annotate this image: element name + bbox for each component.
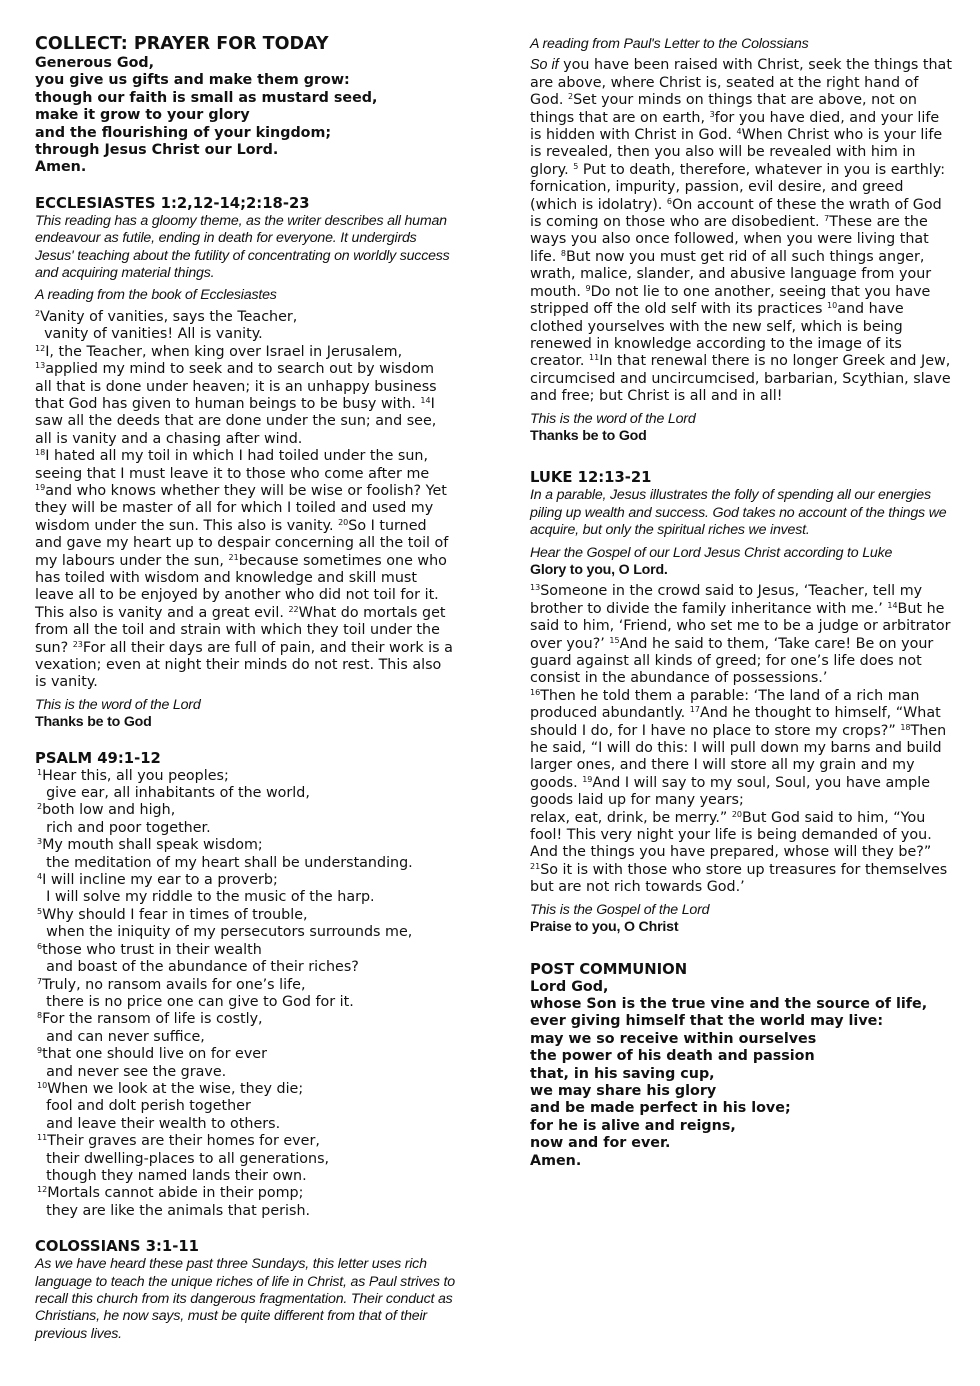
verse-number: 10 <box>827 301 838 311</box>
colossians-reading-section <box>530 36 955 445</box>
verse-line <box>37 1098 455 1115</box>
verse-number: 7 <box>37 976 43 986</box>
verse-number: 23 <box>72 639 83 649</box>
verse-line <box>37 924 455 941</box>
verse-text: And I will say to my soul, Soul, you have ample goods laid up for many years; <box>530 774 931 809</box>
verse-line <box>37 889 455 906</box>
verse-text: When we look at the wise, they die; <box>47 1080 304 1097</box>
verse-text: For all their days are full of pain, and their work is a vexation; even at night their minds do not rest. This also is vanity. <box>35 639 453 691</box>
verse-number: 13 <box>35 361 46 371</box>
ecclesiastes-response: Thanks be to God <box>35 714 152 731</box>
verse-text: Their graves are their homes for ever, <box>47 1133 320 1150</box>
verse-number: 15 <box>609 635 620 645</box>
verse-text: Someone in the crowd said to Jesus, ‘Teacher, tell my brother to divide the family inheritance with me.’ <box>530 583 923 617</box>
verse-line <box>37 1133 455 1150</box>
verse-text: Do not lie to one another, seeing that you have stripped off the old self with its practices <box>530 283 931 318</box>
verse-number: 20 <box>338 517 349 527</box>
verse-text: the meditation of my heart shall be understanding. <box>37 854 413 871</box>
verse-text: and leave their wealth to others. <box>37 1115 281 1132</box>
verse-text: Truly, no ransom avails for one’s life, <box>42 976 306 993</box>
prayer-line: Amen. <box>35 159 87 176</box>
verse-line <box>37 855 455 872</box>
prayer-line: may we so receive within ourselves <box>530 1030 817 1047</box>
verse-text: Set your minds on things that are above, not on things that are on earth, <box>530 92 917 126</box>
verse-text: When Christ who is your life is revealed, then you also will be revealed with him in glory. <box>530 127 943 178</box>
verse-text: These are the ways you also once followed, when you were living that life. <box>530 214 929 265</box>
verse-number: 12 <box>35 343 46 353</box>
luke-reading-label: Hear the Gospel of our Lord Jesus Christ according to Luke <box>530 544 893 561</box>
verse-text: and boast of the abundance of their riches? <box>37 959 359 976</box>
verse-number: 3 <box>709 109 715 119</box>
ecclesiastes-section <box>35 195 455 732</box>
verse-text: I, the Teacher, when king over Israel in Jerusalem, <box>45 343 403 360</box>
verse-number: 20 <box>731 809 742 819</box>
verse-number: 13 <box>530 583 541 593</box>
verse-line <box>37 1185 455 1202</box>
verse-text: give ear, all inhabitants of the world, <box>37 785 310 802</box>
prayer-line: you give us gifts and make them grow: <box>35 72 350 89</box>
colossians-response: Thanks be to God <box>530 427 647 444</box>
verse-text: I saw all the deeds that are done under the sun; and see, all is vanity and a chasing after wind. <box>35 395 437 447</box>
verse-text: there is no price one can give to God for it. <box>37 993 354 1010</box>
collect-section <box>35 34 455 177</box>
verse-text: you have been raised with Christ, seek the things that are above, where Christ is, seated at the right hand of God. <box>530 57 952 109</box>
verse-number: 22 <box>288 604 299 614</box>
verse-text: I hated all my toil in which I had toiled under the sun, seeing that I must leave it to those who come after me <box>35 448 430 482</box>
luke-heading: LUKE 12:13-21 <box>530 469 652 487</box>
verse-number: 12 <box>37 1185 48 1195</box>
verse-text: rich and poor together. <box>37 819 211 836</box>
prayer-line: now and for ever. <box>530 1135 671 1152</box>
verse-line <box>37 1046 455 1063</box>
prayer-line: ever giving himself that the world may live: <box>530 1013 884 1030</box>
verse-text: relax, eat, drink, be merry.” <box>530 809 732 826</box>
verse-number: 21 <box>228 552 239 562</box>
verse-text: Why should I fear in times of trouble, <box>42 906 308 923</box>
ecclesiastes-verse-lines <box>35 309 455 361</box>
verse-line <box>37 959 455 976</box>
verse-text: What do mortals get from all the toil and strain with which they toil under the sun? <box>35 604 446 656</box>
luke-prose-3 <box>530 810 955 897</box>
colossians-intro: As we have heard these past three Sundays, this letter uses rich language to teach the unique riches of life in Christ, as Paul strives to recall this church from its dangerous fragmentation. Their conduct as Christians, he now says, must be quite different from that of their previous lives. <box>35 1256 455 1342</box>
verse-text: when the iniquity of my persecutors surrounds me, <box>37 924 413 941</box>
ecclesiastes-reading-label: A reading from the book of Ecclesiastes <box>35 287 277 304</box>
verse-text: Put to death, therefore, whatever in you is earthly: fornication, impurity, passion, evil desire, and greed (which is idolatry). <box>530 161 946 213</box>
verse-number: 4 <box>736 127 742 137</box>
verse-text: Mortals cannot abide in their pomp; <box>47 1185 304 1202</box>
ecclesiastes-intro: This reading has a gloomy theme, as the writer describes all human endeavour as futile, ending in death for everyone. It undergirds Jesus' teaching about the futility of concentrating on worldly success and acquiring material things. <box>35 212 450 282</box>
collect-prayer <box>35 55 455 177</box>
verse-text: On account of these the wrath of God is coming on those who are disobedient. <box>530 196 942 231</box>
verse-line <box>37 1029 455 1046</box>
verse-number: 9 <box>585 283 591 293</box>
verse-number: 17 <box>689 705 700 715</box>
verse-line <box>37 768 455 785</box>
prayer-line: we may share his glory <box>530 1082 717 1099</box>
verse-number: 2 <box>35 308 41 318</box>
colossians-heading: COLOSSIANS 3:1-11 <box>35 1238 199 1256</box>
verse-text: they are like the animals that perish. <box>37 1202 311 1219</box>
verse-text: their dwelling-places to all generations, <box>37 1150 330 1167</box>
verse-text: though they named lands their own. <box>37 1167 307 1184</box>
luke-section <box>530 469 955 936</box>
prayer-line: whose Son is the true vine and the source of life, <box>530 995 928 1012</box>
verse-line <box>37 1011 455 1028</box>
verse-text: and never see the grave. <box>37 1063 227 1080</box>
post-communion-section <box>530 961 955 1170</box>
colossians-opening: So if <box>530 57 559 74</box>
verse-line <box>37 994 455 1011</box>
verse-text: But God said to him, “You fool! This very night your life is being demanded of you. And the things you have prepared, whose will they be?” <box>530 809 932 861</box>
verse-text: and have clothed yourselves with the new self, which is being renewed in knowledge according to the image of its creator. <box>530 301 904 370</box>
prayer-line: and be made perfect in his love; <box>530 1100 791 1117</box>
prayer-line: and the flourishing of your kingdom; <box>35 124 332 141</box>
colossians-intro-section <box>35 1238 455 1343</box>
verse-text: But now you must get rid of all such things anger, wrath, malice, slander, and abusive language from your mouth. <box>530 248 932 300</box>
luke-reading-response: Glory to you, O Lord. <box>530 561 668 578</box>
luke-prose-2 <box>530 688 955 810</box>
verse-line <box>37 1116 455 1133</box>
verse-line <box>37 1151 455 1168</box>
colossians-verses <box>530 57 952 404</box>
colossians-response-label: This is the word of the Lord <box>530 410 696 427</box>
verse-text: fool and dolt perish together <box>37 1098 251 1115</box>
verse-number: 2 <box>37 802 43 812</box>
ecclesiastes-prose <box>35 361 455 448</box>
verse-line <box>37 1081 455 1098</box>
left-column <box>35 34 455 1343</box>
psalm-section <box>35 750 455 1221</box>
verse-text: In that renewal there is no longer Greek and Jew, circumcised and uncircumcised, barbarian, Scythian, slave and free; but Christ is all and in all! <box>530 353 951 405</box>
ecclesiastes-prose-2 <box>35 448 455 692</box>
psalm-heading: PSALM 49:1-12 <box>35 749 161 767</box>
verse-number: 8 <box>560 248 566 258</box>
collect-heading: COLLECT: PRAYER FOR TODAY <box>35 34 329 54</box>
right-column <box>530 36 955 1170</box>
post-communion-prayer <box>530 979 955 1170</box>
verse-number: 2 <box>568 92 574 102</box>
verse-number: 11 <box>37 1133 48 1143</box>
verse-text: those who trust in their wealth <box>42 941 262 958</box>
verse-number: 19 <box>582 774 593 784</box>
verse-number: 11 <box>589 353 600 363</box>
verse-line <box>37 907 455 924</box>
verse-text: So I turned and gave my heart up to despair concerning all the toil of my labours under the sun, <box>35 517 449 569</box>
verse-number: 14 <box>420 395 431 405</box>
luke-response: Praise to you, O Christ <box>530 919 679 936</box>
verse-line <box>37 802 455 819</box>
verse-text: applied my mind to seek and to search out by wisdom all that is done under heaven; it is an unhappy business that God has given to human beings to be busy with. <box>35 361 437 412</box>
colossians-prose <box>530 57 955 405</box>
verse-line <box>35 344 455 361</box>
verse-number: 5 <box>37 906 43 916</box>
verse-text: So it is with those who store up treasures for themselves but are not rich towards God.’ <box>530 861 948 896</box>
verse-number: 6 <box>666 196 672 206</box>
prayer-line: the power of his death and passion <box>530 1048 815 1065</box>
verse-number: 4 <box>37 872 43 882</box>
psalm-lines <box>37 768 455 1221</box>
verse-number: 18 <box>900 722 911 732</box>
verse-number: 19 <box>35 482 46 492</box>
prayer-line: Amen. <box>530 1152 582 1169</box>
prayer-line: Lord God, <box>530 978 609 995</box>
verse-text: My mouth shall speak wisdom; <box>42 837 263 854</box>
ecclesiastes-response-label: This is the word of the Lord <box>35 696 201 713</box>
luke-intro: In a parable, Jesus illustrates the folly of spending all our energies piling up wealth and success. God takes no account of the things we acquire, but only the spiritual riches we invest. <box>530 487 947 539</box>
verse-number: 9 <box>37 1046 43 1056</box>
verse-line <box>37 837 455 854</box>
verse-line <box>37 1168 455 1185</box>
verse-line <box>37 1064 455 1081</box>
verse-number: 3 <box>37 837 43 847</box>
verse-text: Hear this, all you peoples; <box>42 767 229 784</box>
verse-number: 16 <box>530 687 541 697</box>
verse-number: 1 <box>37 767 43 777</box>
verse-text: And he said to them, ‘Take care! Be on your guard against all kinds of greed; for one’s life does not consist in the abundance of possessions.’ <box>530 635 934 687</box>
verse-text: vanity of vanities! All is vanity. <box>35 326 263 343</box>
prayer-line: for he is alive and reigns, <box>530 1117 736 1134</box>
verse-text: Then he told them a parable: ‘The land of a rich man produced abundantly. <box>530 687 920 722</box>
verse-line <box>37 872 455 889</box>
prayer-line: Generous God, <box>35 55 155 71</box>
verse-number: 6 <box>37 941 43 951</box>
verse-text: But he said to him, ‘Friend, who set me to be a judge or arbitrator over you?’ <box>530 600 951 652</box>
verse-line <box>35 326 455 343</box>
verse-text: both low and high, <box>42 802 176 819</box>
ecclesiastes-heading: ECCLESIASTES 1:2,12-14;2:18-23 <box>35 194 310 212</box>
verse-text: Then he said, “I will do this: I will pull down my barns and build larger ones, and there I will store all my grain and my goods. <box>530 722 947 791</box>
verse-number: 10 <box>37 1080 48 1090</box>
verse-line <box>37 785 455 802</box>
post-communion-heading: POST COMMUNION <box>530 960 688 978</box>
colossians-reading-label: A reading from Paul's Letter to the Colossians <box>530 36 809 52</box>
luke-prose <box>530 583 955 687</box>
verse-text: I will incline my ear to a proverb; <box>42 872 278 889</box>
verse-number: 8 <box>37 1011 43 1021</box>
verse-text: I will solve my riddle to the music of the harp. <box>37 889 375 906</box>
verse-text: for you have died, and your life is hidden with Christ in God. <box>530 109 940 144</box>
verse-text: because sometimes one who has toiled with wisdom and knowledge and skill must leave all to be enjoyed by another who did not toil for it. This also is vanity and a great evil. <box>35 552 447 621</box>
prayer-line: through Jesus Christ our Lord. <box>35 142 279 159</box>
verse-line <box>37 942 455 959</box>
luke-response-label: This is the Gospel of the Lord <box>530 901 710 918</box>
verse-text: And he thought to himself, “What should I do, for I have no place to store my crops?” <box>530 705 941 739</box>
verse-line <box>37 820 455 837</box>
verse-number: 21 <box>530 861 541 871</box>
verse-number: 14 <box>887 600 898 610</box>
verse-line <box>37 977 455 994</box>
verse-line <box>37 1203 455 1220</box>
verse-number: 7 <box>824 214 830 224</box>
verse-line <box>35 309 455 326</box>
verse-text: Vanity of vanities, says the Teacher, <box>40 308 298 325</box>
verse-text: For the ransom of life is costly, <box>42 1011 263 1028</box>
verse-number: 5 <box>573 161 579 171</box>
prayer-line: make it grow to your glory <box>35 107 250 124</box>
verse-text: and can never suffice, <box>37 1028 205 1045</box>
verse-text: that one should live on for ever <box>42 1046 267 1063</box>
prayer-line: that, in his saving cup, <box>530 1065 715 1082</box>
verse-text: and who knows whether they will be wise or foolish? Yet they will be master of all for which I toiled and used my wisdom under the sun. This also is vanity. <box>35 482 447 534</box>
prayer-line: though our faith is small as mustard seed, <box>35 89 378 106</box>
verse-number: 18 <box>35 448 46 458</box>
